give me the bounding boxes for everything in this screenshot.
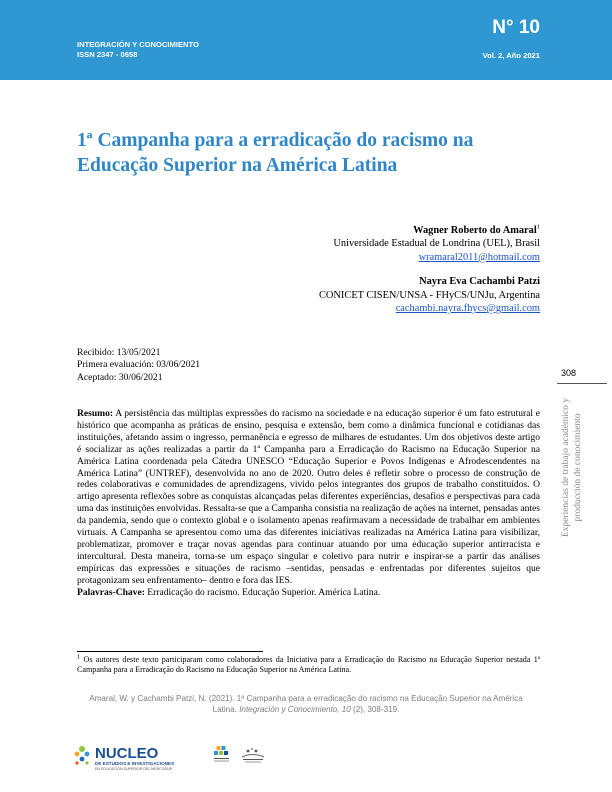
- date-received: Recibido: 13/05/2021: [77, 347, 161, 358]
- citation-line: [78, 694, 534, 715]
- section-side-label: Experiencias de trabajo académico y producción de conocimiento: [561, 397, 583, 538]
- author-name: Wagner Roberto do Amaral: [413, 225, 537, 236]
- author-list: [250, 224, 540, 326]
- keywords-text: Erradicação do racismo. Educação Superior. América Latina.: [147, 586, 381, 598]
- citation-suffix: (2), 308-319.: [350, 704, 400, 714]
- nucleo-emblem-icon: [75, 746, 90, 765]
- keywords-label: Palavras-Chave:: [77, 586, 145, 598]
- submission-dates: [77, 347, 200, 384]
- date-first-review: Primera evaluación: 03/06/2021: [77, 359, 201, 371]
- author-affiliation: Universidade Estadual de Londrina (UEL), Brasil: [333, 238, 540, 250]
- footnote-text: Os autores deste texto participaram como colaboradores da Iniciativa para a Erradicação do Racismo na Educação Superior nestada 1ª Campanha para a Erradicação do Racismo na Educação Superior na América Latina.: [77, 655, 540, 675]
- keywords-line: [77, 587, 540, 599]
- issue-number: N° 10: [492, 17, 540, 38]
- footnote-divider: [77, 651, 263, 652]
- nucleo-wordmark: NUCLEO: [95, 745, 159, 762]
- author-email-link[interactable]: wramaral2011@hotmail.com: [418, 251, 540, 263]
- journal-name: INTEGRACIÓN Y CONOCIMIENTO: [77, 40, 199, 49]
- journal-header-band: [0, 0, 612, 80]
- nucleo-tagline: EN EDUCACIÓN SUPERIOR DEL MERCOSUR: [95, 767, 173, 771]
- abstract-text: A persistência das múltiplas expressões do racismo na sociedade e na educação superior é um fato estrutural e histórico que acompanha as práticas de ensino, pesquisa e extensão, bem como a dinâmica funcional e cotidianas das instituições, afetando assim o ingresso, permanência e egresso de milhares de estudantes. Um dos objetivos deste artigo é socializar as ações realizadas a partir da 1ª Campanha para a Erradicação do Racismo na Educação Superior na América Latina coordenada pela Cátedra UNESCO “Educação Superior e Povos Indígenas e Afrodescendentes na América Latina” (UNTREF), desenvolvida no ano de 2020. Outro deles é refletir sobre o processo de construção de redes colaborativas e comunidades de aprendizagens, vivido pelos integrantes dos grupos de trabalho constituídos. O artigo apresenta reflexões sobre as conquistas alcançadas pelas diferentes experiências, desafios e perspectivas para cada uma das instituições envolvidas. Ressalta-se que a Campanha consistia na realização de ações na internet, pensadas antes da pandemia, sendo que o contexto global e o isolamento apenas reafirmavam a necessidade de trabalhar em ambientes virtuais. A Campanha se apresentou como uma das diferentes iniciativas realizadas na América Latina para visibilizar, problematizar, promover e traçar novas agendas para continuar atuando por uma educação superior antirracista e intercultural. Desta maneira, torna-se um espaço singular e coletivo para nutrir e inspirar-se a partir das análises empíricas das expressões e situações de racismo –sentidas, pensadas e enfrentadas por diferentes sujeitos que protagonizam seu enfrentamento– dentro e fora das IES.: [77, 408, 540, 586]
- citation-journal: Integración y Conocimiento, 10: [239, 704, 351, 714]
- nucleo-logo: [73, 741, 188, 773]
- author-entry: [250, 275, 540, 315]
- article-title: 1ª Campanha para a erradicação do racismo na Educação Superior na América Latina: [77, 130, 474, 176]
- abstract-label: Resumo:: [77, 408, 114, 419]
- issue-volume: Vol. 2, Año 2021: [482, 51, 540, 60]
- page-number: 308: [561, 368, 577, 378]
- footnote: [77, 655, 540, 676]
- citation-prefix: Amaral, W. y Cachambi Patzi, N. (2021). 1ª Campanha para a erradicação do racismo na Educação Superior na América Latina.: [89, 694, 523, 714]
- date-accepted: Aceptado: 30/06/2021: [77, 371, 163, 383]
- journal-info: [77, 40, 199, 60]
- author-affiliation: CONICET CISEN/UNSA - FHyCS/UNJu, Argentina: [318, 289, 540, 301]
- partner-logo-two-icon: [242, 748, 264, 763]
- side-divider: [557, 383, 607, 384]
- footnote-number: 1: [77, 653, 81, 661]
- abstract-block: [77, 408, 540, 599]
- abstract-paragraph: [77, 408, 540, 587]
- journal-issn: ISSN 2347 - 0658: [77, 50, 138, 59]
- nucleo-subtitle: DE ESTUDIOS E INVESTIGACIONES: [95, 761, 175, 766]
- partner-logos: [212, 743, 272, 768]
- author-entry: [250, 224, 540, 264]
- partner-logo-one-icon: [214, 746, 229, 762]
- footnote-marker[interactable]: 1: [536, 223, 540, 231]
- author-name: Nayra Eva Cachambi Patzi: [419, 276, 540, 288]
- author-email-link[interactable]: cachambi.nayra.fhycs@gmail.com: [395, 303, 540, 315]
